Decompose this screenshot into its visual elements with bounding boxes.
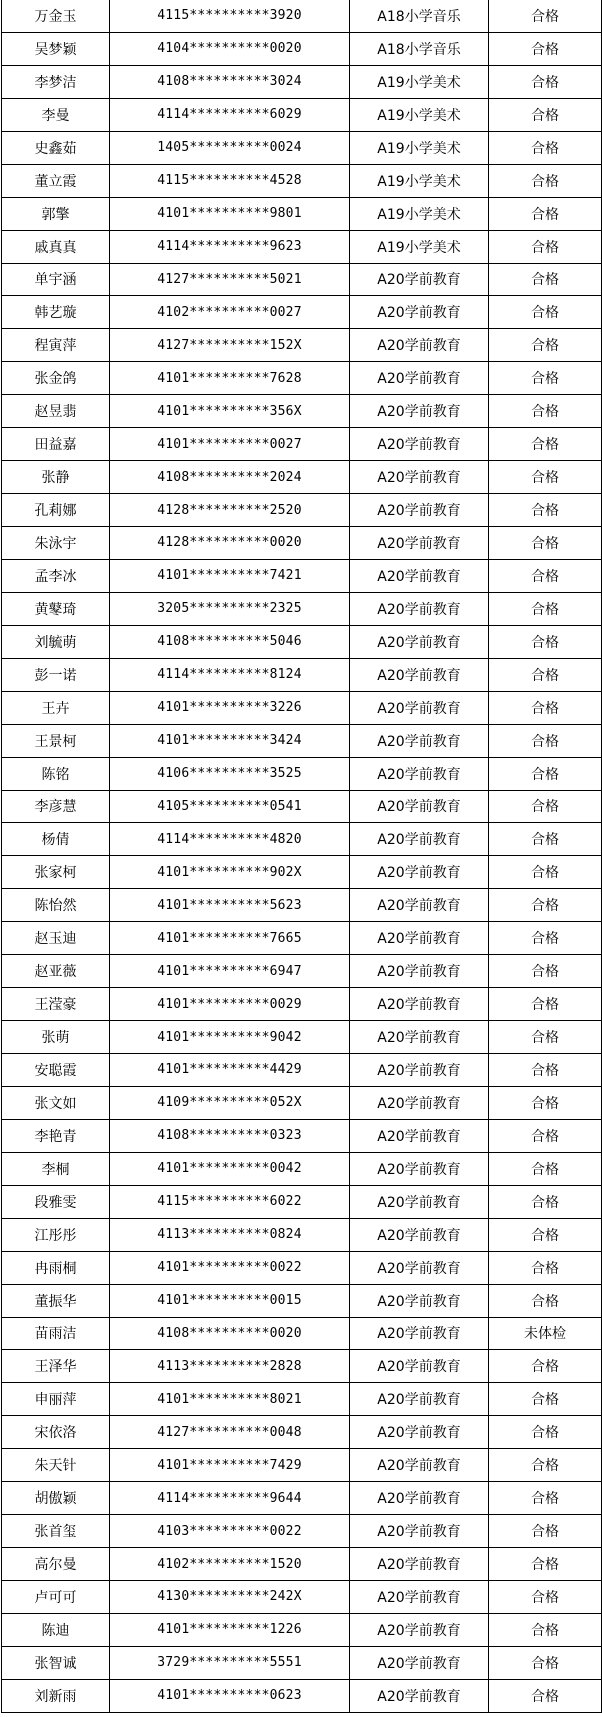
cell-position: A20学前教育 [350,922,489,955]
cell-name: 苗雨洁 [2,1317,110,1350]
table-row [2,658,602,691]
cell-result: 合格 [489,922,602,955]
cell-result: 合格 [489,1613,602,1646]
cell-name: 田益嘉 [2,428,110,461]
results-table [1,0,602,1713]
cell-position: A20学前教育 [350,1251,489,1284]
cell-result: 合格 [489,1515,602,1548]
cell-result: 合格 [489,164,602,197]
cell-name: 黄鼕琦 [2,592,110,625]
cell-position: A20学前教育 [350,395,489,428]
cell-name: 刘毓萌 [2,625,110,658]
cell-result: 合格 [489,1383,602,1416]
cell-name: 李曼 [2,98,110,131]
table-row [2,164,602,197]
cell-name: 张静 [2,461,110,494]
cell-position: A20学前教育 [350,988,489,1021]
cell-id: 4101**********4429 [110,1054,350,1087]
table-row [2,691,602,724]
cell-id: 4101**********7421 [110,559,350,592]
cell-name: 卢可可 [2,1581,110,1614]
cell-result: 合格 [489,1152,602,1185]
cell-result: 合格 [489,1350,602,1383]
cell-name: 张首玺 [2,1515,110,1548]
cell-name: 张家柯 [2,856,110,889]
cell-result: 合格 [489,1021,602,1054]
table-row [2,1185,602,1218]
cell-position: A20学前教育 [350,1317,489,1350]
table-row [2,790,602,823]
cell-name: 董立霞 [2,164,110,197]
cell-position: A20学前教育 [350,1581,489,1614]
cell-result: 合格 [489,1086,602,1119]
cell-name: 朱泳宇 [2,527,110,560]
cell-name: 杨倩 [2,823,110,856]
cell-id: 4128**********0020 [110,527,350,560]
cell-result: 合格 [489,494,602,527]
table-row [2,1548,602,1581]
cell-position: A20学前教育 [350,757,489,790]
table-row [2,592,602,625]
table-row [2,263,602,296]
cell-name: 孟李冰 [2,559,110,592]
cell-result: 合格 [489,1218,602,1251]
cell-name: 张文如 [2,1086,110,1119]
cell-result: 未体检 [489,1317,602,1350]
cell-name: 董振华 [2,1284,110,1317]
cell-position: A20学前教育 [350,1416,489,1449]
cell-result: 合格 [489,1119,602,1152]
cell-position: A20学前教育 [350,856,489,889]
table-row [2,988,602,1021]
table-row [2,1679,602,1712]
cell-id: 4103**********0022 [110,1515,350,1548]
cell-id: 4128**********2520 [110,494,350,527]
cell-id: 3205**********2325 [110,592,350,625]
cell-result: 合格 [489,197,602,230]
cell-position: A20学前教育 [350,658,489,691]
table-body [2,0,602,1712]
cell-position: A20学前教育 [350,428,489,461]
cell-position: A20学前教育 [350,724,489,757]
table-row [2,1482,602,1515]
table-row [2,395,602,428]
cell-name: 赵昱翡 [2,395,110,428]
cell-position: A20学前教育 [350,559,489,592]
cell-name: 张金鸽 [2,362,110,395]
cell-name: 张智诚 [2,1646,110,1679]
cell-name: 孔莉娜 [2,494,110,527]
cell-id: 4101**********5623 [110,889,350,922]
cell-name: 万金玉 [2,0,110,32]
cell-position: A18小学音乐 [350,32,489,65]
cell-id: 4114**********6029 [110,98,350,131]
table-row [2,1086,602,1119]
cell-position: A20学前教育 [350,1086,489,1119]
cell-id: 4101**********0623 [110,1679,350,1712]
cell-result: 合格 [489,1054,602,1087]
cell-name: 戚真真 [2,230,110,263]
table-row [2,1054,602,1087]
cell-name: 程寅萍 [2,329,110,362]
cell-id: 4101**********9801 [110,197,350,230]
cell-position: A20学前教育 [350,296,489,329]
cell-result: 合格 [489,1185,602,1218]
cell-name: 张萌 [2,1021,110,1054]
table-row [2,1284,602,1317]
cell-id: 4102**********0027 [110,296,350,329]
table-row [2,98,602,131]
table-row [2,889,602,922]
cell-id: 4101**********902X [110,856,350,889]
table-row [2,1152,602,1185]
cell-id: 4101**********0029 [110,988,350,1021]
cell-name: 吴梦颖 [2,32,110,65]
cell-name: 赵亚薇 [2,955,110,988]
cell-name: 冉雨桐 [2,1251,110,1284]
cell-position: A19小学美术 [350,131,489,164]
cell-id: 4108**********2024 [110,461,350,494]
table-row [2,230,602,263]
cell-name: 江彤彤 [2,1218,110,1251]
cell-position: A20学前教育 [350,1383,489,1416]
cell-result: 合格 [489,1548,602,1581]
cell-id: 4102**********1520 [110,1548,350,1581]
table-row [2,724,602,757]
cell-name: 王景柯 [2,724,110,757]
cell-position: A19小学美术 [350,230,489,263]
cell-name: 李艳青 [2,1119,110,1152]
cell-id: 4104**********0020 [110,32,350,65]
cell-name: 陈铭 [2,757,110,790]
cell-id: 4114**********9623 [110,230,350,263]
cell-result: 合格 [489,362,602,395]
table-row [2,362,602,395]
cell-position: A20学前教育 [350,1185,489,1218]
cell-position: A20学前教育 [350,625,489,658]
cell-position: A20学前教育 [350,263,489,296]
table-row [2,823,602,856]
cell-name: 安聪霞 [2,1054,110,1087]
cell-name: 李彦慧 [2,790,110,823]
cell-result: 合格 [489,625,602,658]
table-row [2,922,602,955]
cell-result: 合格 [489,263,602,296]
cell-position: A20学前教育 [350,1284,489,1317]
cell-id: 4101**********1226 [110,1613,350,1646]
cell-name: 郭擎 [2,197,110,230]
table-row [2,0,602,32]
cell-id: 4114**********4820 [110,823,350,856]
cell-position: A20学前教育 [350,592,489,625]
cell-id: 4101**********3226 [110,691,350,724]
cell-position: A20学前教育 [350,329,489,362]
cell-id: 4101**********0027 [110,428,350,461]
table-row [2,65,602,98]
cell-result: 合格 [489,1482,602,1515]
cell-result: 合格 [489,889,602,922]
cell-id: 4127**********152X [110,329,350,362]
cell-position: A18小学音乐 [350,0,489,32]
cell-name: 胡傲颖 [2,1482,110,1515]
cell-position: A20学前教育 [350,691,489,724]
cell-id: 4108**********0323 [110,1119,350,1152]
cell-position: A20学前教育 [350,461,489,494]
cell-position: A20学前教育 [350,1152,489,1185]
cell-name: 王卉 [2,691,110,724]
table-row [2,1515,602,1548]
cell-result: 合格 [489,559,602,592]
cell-result: 合格 [489,329,602,362]
cell-id: 4114**********9644 [110,1482,350,1515]
cell-result: 合格 [489,856,602,889]
cell-position: A20学前教育 [350,1482,489,1515]
cell-id: 4105**********0541 [110,790,350,823]
cell-position: A19小学美术 [350,65,489,98]
cell-id: 1405**********0024 [110,131,350,164]
table-row [2,494,602,527]
cell-id: 4101**********0015 [110,1284,350,1317]
table-row [2,131,602,164]
cell-result: 合格 [489,790,602,823]
cell-id: 4106**********3525 [110,757,350,790]
table-row [2,1581,602,1614]
cell-id: 4115**********4528 [110,164,350,197]
cell-position: A20学前教育 [350,790,489,823]
cell-position: A20学前教育 [350,1119,489,1152]
cell-id: 4113**********0824 [110,1218,350,1251]
cell-name: 赵玉迪 [2,922,110,955]
table-row [2,1383,602,1416]
cell-id: 4127**********5021 [110,263,350,296]
cell-id: 4115**********3920 [110,0,350,32]
cell-name: 王泽华 [2,1350,110,1383]
table-row [2,1251,602,1284]
cell-id: 4101**********9042 [110,1021,350,1054]
cell-position: A20学前教育 [350,362,489,395]
cell-name: 李梦洁 [2,65,110,98]
cell-name: 宋依洛 [2,1416,110,1449]
cell-position: A20学前教育 [350,823,489,856]
cell-position: A20学前教育 [350,1548,489,1581]
cell-position: A20学前教育 [350,1054,489,1087]
cell-name: 朱天针 [2,1449,110,1482]
cell-id: 4108**********0020 [110,1317,350,1350]
cell-result: 合格 [489,1416,602,1449]
cell-position: A20学前教育 [350,494,489,527]
cell-id: 4130**********242X [110,1581,350,1614]
table-row [2,955,602,988]
table-row [2,1317,602,1350]
cell-position: A19小学美术 [350,197,489,230]
cell-result: 合格 [489,724,602,757]
table-row [2,461,602,494]
cell-position: A19小学美术 [350,164,489,197]
cell-result: 合格 [489,428,602,461]
cell-result: 合格 [489,131,602,164]
cell-name: 史鑫茹 [2,131,110,164]
cell-result: 合格 [489,955,602,988]
table-row [2,1613,602,1646]
cell-result: 合格 [489,1284,602,1317]
cell-position: A19小学美术 [350,98,489,131]
cell-result: 合格 [489,98,602,131]
cell-result: 合格 [489,1449,602,1482]
cell-id: 4115**********6022 [110,1185,350,1218]
table-row [2,559,602,592]
cell-position: A20学前教育 [350,1218,489,1251]
cell-position: A20学前教育 [350,1350,489,1383]
cell-result: 合格 [489,658,602,691]
cell-result: 合格 [489,527,602,560]
cell-name: 陈迪 [2,1613,110,1646]
cell-id: 4101**********7665 [110,922,350,955]
table-row [2,1449,602,1482]
cell-name: 王滢豪 [2,988,110,1021]
cell-position: A20学前教育 [350,1021,489,1054]
cell-result: 合格 [489,65,602,98]
cell-name: 李桐 [2,1152,110,1185]
table-row [2,1218,602,1251]
cell-result: 合格 [489,395,602,428]
cell-name: 单宇涵 [2,263,110,296]
cell-id: 4108**********5046 [110,625,350,658]
table-row [2,856,602,889]
cell-result: 合格 [489,1251,602,1284]
table-row [2,1646,602,1679]
cell-id: 4101**********0022 [110,1251,350,1284]
cell-name: 陈怡然 [2,889,110,922]
cell-position: A20学前教育 [350,1449,489,1482]
cell-result: 合格 [489,296,602,329]
cell-name: 彭一诺 [2,658,110,691]
table-row [2,757,602,790]
cell-result: 合格 [489,230,602,263]
cell-result: 合格 [489,1646,602,1679]
table-row [2,625,602,658]
cell-result: 合格 [489,757,602,790]
cell-name: 申丽萍 [2,1383,110,1416]
table-row [2,329,602,362]
table-row [2,527,602,560]
cell-position: A20学前教育 [350,1679,489,1712]
cell-id: 4127**********0048 [110,1416,350,1449]
cell-name: 刘新雨 [2,1679,110,1712]
table-row [2,1350,602,1383]
cell-result: 合格 [489,32,602,65]
cell-result: 合格 [489,592,602,625]
cell-result: 合格 [489,0,602,32]
table-row [2,428,602,461]
cell-id: 4101**********6947 [110,955,350,988]
cell-result: 合格 [489,988,602,1021]
table-row [2,1119,602,1152]
cell-name: 段雅雯 [2,1185,110,1218]
cell-id: 4101**********0042 [110,1152,350,1185]
cell-result: 合格 [489,823,602,856]
table-row [2,1021,602,1054]
cell-id: 4108**********3024 [110,65,350,98]
cell-id: 4101**********7628 [110,362,350,395]
cell-result: 合格 [489,1679,602,1712]
cell-id: 4101**********356X [110,395,350,428]
table-row [2,32,602,65]
cell-result: 合格 [489,1581,602,1614]
cell-id: 4109**********052X [110,1086,350,1119]
cell-position: A20学前教育 [350,527,489,560]
cell-result: 合格 [489,461,602,494]
cell-id: 4113**********2828 [110,1350,350,1383]
table-row [2,197,602,230]
cell-id: 4101**********3424 [110,724,350,757]
cell-name: 韩艺璇 [2,296,110,329]
cell-position: A20学前教育 [350,889,489,922]
table-row [2,1416,602,1449]
cell-result: 合格 [489,691,602,724]
cell-position: A20学前教育 [350,1613,489,1646]
cell-id: 4114**********8124 [110,658,350,691]
cell-position: A20学前教育 [350,955,489,988]
cell-name: 高尔曼 [2,1548,110,1581]
cell-position: A20学前教育 [350,1646,489,1679]
cell-position: A20学前教育 [350,1515,489,1548]
cell-id: 4101**********7429 [110,1449,350,1482]
table-row [2,296,602,329]
cell-id: 4101**********8021 [110,1383,350,1416]
cell-id: 3729**********5551 [110,1646,350,1679]
